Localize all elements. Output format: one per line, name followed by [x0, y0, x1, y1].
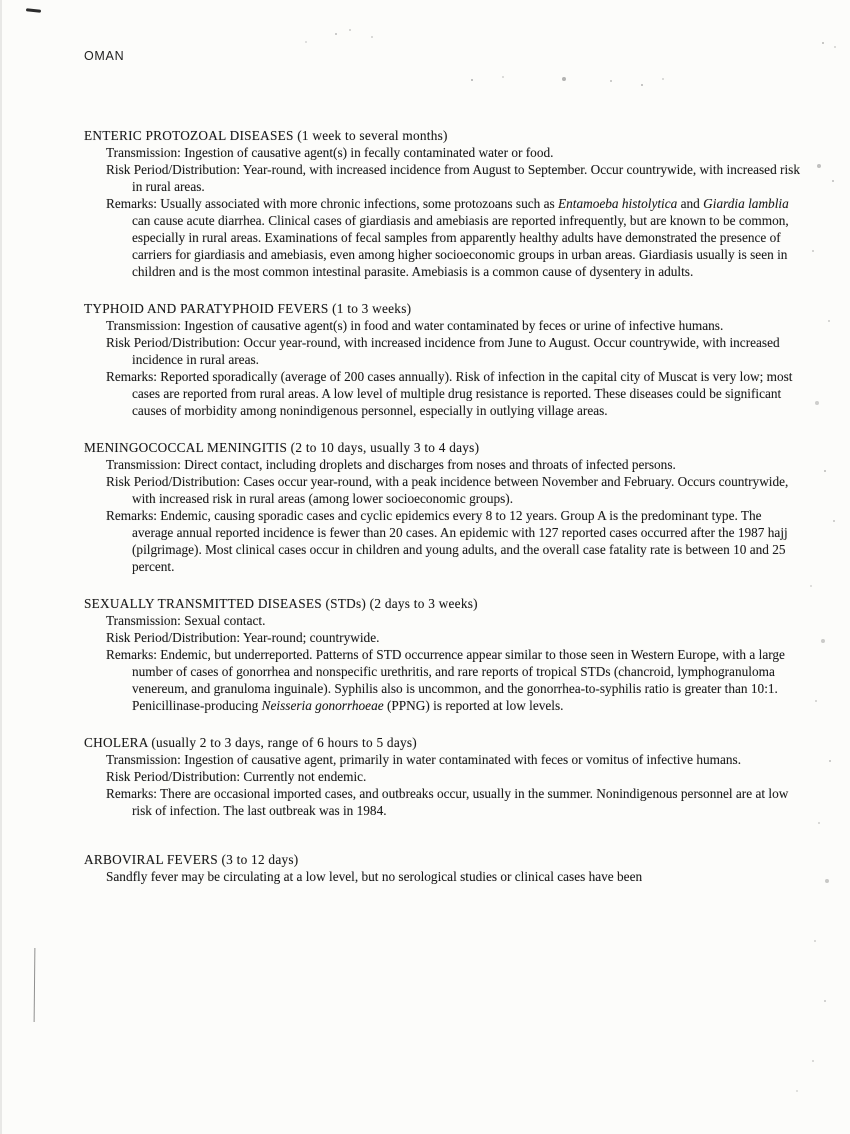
- entry-text: Ingestion of causative agent, primarily in water contaminated with feces or vomitus of infective humans.: [184, 752, 742, 767]
- entry-label: Remarks:: [106, 786, 161, 801]
- entry-text: Currently not endemic.: [243, 769, 367, 784]
- entry: [84, 646, 802, 714]
- entry-label: Transmission:: [106, 752, 185, 767]
- entry-label: Risk Period/Distribution:: [106, 630, 243, 645]
- section-heading: MENINGOCOCCAL MENINGITIS (2 to 10 days, usually 3 to 4 days): [84, 440, 480, 455]
- species-name: Giardia lamblia: [703, 196, 789, 211]
- entry-label: Risk Period/Distribution:: [106, 474, 244, 489]
- section-entries: [84, 868, 802, 885]
- entry-text: Usually associated with more chronic infections, some protozoans such as: [160, 196, 558, 211]
- entry-text: Endemic, but underreported. Patterns of STD occurrence appear similar to those seen in Western Europe, with a large number of cases of gonorrhea and nonspecific urethritis, and rare reports of tropical STDs (chancroid, lymphogranuloma venereum, and granuloma inguinale). Syphilis also is uncommon, and the gonorrhea-to-syphilis ratio is greater than 10:1. Penicillinase-producing: [132, 647, 785, 713]
- entry-text: and: [677, 196, 704, 211]
- entry-text: Year-round, with increased incidence from August to September. Occur countrywide, with increased risk in rural areas.: [132, 162, 800, 194]
- disease-section: [84, 127, 802, 280]
- entry-text: Occur year-round, with increased incidence from June to August. Occur countrywide, with increased incidence in rural areas.: [132, 335, 780, 367]
- entry-text: can cause acute diarrhea. Clinical cases of giardiasis and amebiasis are reported infrequently, but are known to be common, especially in rural areas. Examinations of fecal samples from apparently healthy adults have demonstrated the presence of carriers for giardiasis and amebiasis, even among higher socioeconomic groups in urban areas. Giardiasis usually is seen in children and is the most common intestinal parasite. Amebiasis is a common cause of dysentery in adults.: [132, 213, 789, 279]
- entry-label: Transmission:: [106, 145, 185, 160]
- entry-text: (PPNG) is reported at low levels.: [383, 698, 564, 713]
- section-heading: ARBOVIRAL FEVERS (3 to 12 days): [84, 852, 299, 867]
- entry-text: Sandfly fever may be circulating at a low level, but no serological studies or clinical cases have been: [106, 869, 643, 884]
- disease-section: [84, 439, 802, 575]
- scan-artifact: [26, 8, 41, 13]
- section-heading: TYPHOID AND PARATYPHOID FEVERS (1 to 3 weeks): [84, 301, 412, 316]
- section-entries: [84, 144, 802, 280]
- entry-text: There are occasional imported cases, and outbreaks occur, usually in the summer. Nonindigenous personnel are at low risk of infection. The last outbreak was in 1984.: [132, 786, 789, 818]
- entry: [84, 629, 802, 646]
- entry: [84, 751, 802, 768]
- entry: [84, 768, 802, 785]
- section-heading: CHOLERA (usually 2 to 3 days, range of 6 hours to 5 days): [84, 735, 417, 750]
- entry-text: Ingestion of causative agent(s) in food and water contaminated by feces or urine of infective humans.: [184, 318, 724, 333]
- entry-label: Transmission:: [106, 457, 185, 472]
- entry-text: Ingestion of causative agent(s) in fecally contaminated water or food.: [184, 145, 554, 160]
- entry-label: Remarks:: [106, 369, 161, 384]
- species-name: Entamoeba histolytica: [558, 196, 678, 211]
- entry-text: Cases occur year-round, with a peak incidence between November and February. Occurs countrywide, with increased risk in rural areas (among lower socioeconomic groups).: [132, 474, 789, 506]
- sections: [84, 127, 802, 885]
- entry: [84, 144, 802, 161]
- entry-text: Reported sporadically (average of 200 cases annually). Risk of infection in the capital city of Muscat is very low; most cases are reported from rural areas. A low level of multiple drug resistance is reported. These diseases could be significant causes of morbidity among nonindigenous personnel, especially in outlying village areas.: [132, 369, 793, 418]
- entry-label: Risk Period/Distribution:: [106, 769, 244, 784]
- entry: [84, 473, 802, 507]
- entry-text: Endemic, causing sporadic cases and cyclic epidemics every 8 to 12 years. Group A is the predominant type. The average annual reported incidence is fewer than 20 cases. An epidemic with 127 reported cases occurred after the 1987 hajj (pilgrimage). Most clinical cases occur in children and young adults, and the overall case fatality rate is between 10 and 25 percent.: [132, 508, 788, 574]
- entry-label: Remarks:: [106, 196, 161, 211]
- entry: [84, 334, 802, 368]
- species-name: Neisseria gonorrhoeae: [261, 698, 384, 713]
- section-entries: [84, 456, 802, 575]
- entry: [84, 456, 802, 473]
- disease-section: [84, 595, 802, 714]
- entry: [84, 612, 802, 629]
- entry-text: Year-round; countrywide.: [242, 630, 380, 645]
- document-content: [84, 48, 802, 905]
- section-entries: [84, 612, 802, 714]
- entry: [84, 195, 802, 280]
- entry: [84, 161, 802, 195]
- section-entries: [84, 751, 802, 819]
- entry-label: Remarks:: [106, 508, 161, 523]
- entry-text: Sexual contact.: [184, 613, 266, 628]
- entry-text: Direct contact, including droplets and discharges from noses and throats of infected persons.: [184, 457, 676, 472]
- entry: [84, 785, 802, 819]
- scan-speckles: [0, 0, 2, 2]
- entry-label: Risk Period/Distribution:: [106, 162, 243, 177]
- entry-label: Risk Period/Distribution:: [106, 335, 244, 350]
- section-entries: [84, 317, 802, 419]
- section-heading: ENTERIC PROTOZOAL DISEASES (1 week to several months): [84, 128, 448, 143]
- disease-section: [84, 851, 802, 885]
- section-heading: SEXUALLY TRANSMITTED DISEASES (STDs) (2 days to 3 weeks): [84, 596, 478, 611]
- scan-artifact: [34, 948, 36, 1022]
- disease-section: [84, 300, 802, 419]
- disease-section: [84, 734, 802, 819]
- entry: [84, 317, 802, 334]
- entry-label: Transmission:: [106, 613, 185, 628]
- entry: [84, 368, 802, 419]
- entry: [84, 507, 802, 575]
- page-header-country: OMAN: [84, 49, 125, 63]
- scan-edge-artifact: [0, 0, 2, 1134]
- entry-label: Transmission:: [106, 318, 185, 333]
- entry: [84, 868, 802, 885]
- entry-label: Remarks:: [106, 647, 161, 662]
